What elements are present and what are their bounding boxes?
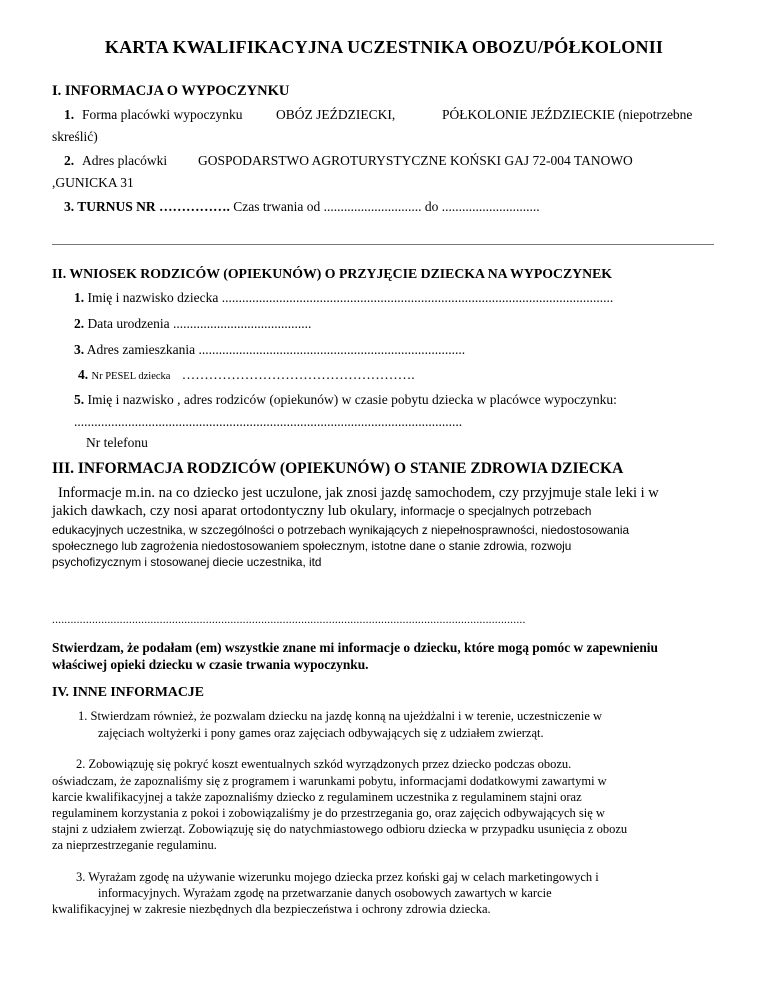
field-parents: 5. Imię i nazwisko , adres rodziców (opiekunów) w czasie pobytu dziecka w placówce wypoczynku: [74,392,617,407]
item-3-turnus [64,199,540,215]
consent-2-line-3: karcie kwalifikacyjnej a także zapoznaliśmy dziecko z regulaminem uczestnika z regulaminem stajni oraz [52,790,582,804]
consent-2-line-4: regulaminem korzystania z pokoi i zobowiązaliśmy je do przestrzegania go, oraz zajęcich odbywających się w [52,806,605,820]
item-1-label: Forma placówki wypoczynku [82,107,243,122]
section-2-heading: II. WNIOSEK RODZICÓW (OPIEKUNÓW) O PRZYJĘCIE DZIECKA NA WYPOCZYNEK [52,266,613,281]
consent-2-line-5: stajni z udziałem zwierząt. Zobowiązuję się do natychmiastowego odbioru dziecka w przypadku usunięcia z obozu [52,822,628,836]
section-4-heading: IV. INNE INFORMACJE [52,684,204,699]
consent-3-line-3: kwalifikacyjnej w zakresie niezbędnych dla bezpieczeństwa i ochrony zdrowia dziecka. [52,902,491,916]
health-info-line-3: edukacyjnych uczestnika, w szczególności o potrzebach wynikających z niepełnosprawności, niedostosowania [52,523,630,537]
consent-2-line-6: za nieprzestrzeganie regulaminu. [52,838,217,852]
turnus-label: 3. TURNUS NR ……………. [64,199,230,214]
item-2-value: GOSPODARSTWO AGROTURYSTYCZNE KOŃSKI GAJ 72-004 TANOWO [198,153,633,168]
consent-2-line-1: 2. Zobowiązuję się pokryć koszt ewentualnych szkód wyrządzonych przez dziecko podczas obozu. [76,757,572,771]
section-3-heading: III. INFORMACJA RODZICÓW (OPIEKUNÓW) O STANIE ZDROWIA DZIECKA [52,460,624,477]
consent-2-line-2: oświadczam, że zapoznaliśmy się z programem i warunkami pobytu, informacjami dodatkowymi zawartymi w [52,774,607,788]
statement-line-2: właściwej opieki dziecku w czasie trwania wypoczynku. [52,657,369,672]
section-divider [52,244,714,245]
health-info-line-1: Informacje m.in. na co dziecko jest uczulone, jak znosi jazdę samochodem, czy przyjmuje stale leki i w [58,485,659,501]
consent-3-line-1: 3. Wyrażam zgodę na używanie wizerunku mojego dziecka przez koński gaj w celach marketingowych i [76,870,599,884]
field-phone: Nr telefonu [86,435,148,450]
consent-1-line-2: zajęciach woltyżerki i pony games oraz zajęciach odbywających się z udziałem zwierząt. [98,726,544,740]
field-address: 3. Adres zamieszkania ............................................................................... [74,342,466,357]
field-pesel: 4. Nr PESEL dziecka ……………………………………………. [78,367,415,382]
item-1-num: 1. [64,107,75,122]
health-info-line-2: jakich dawkach, czy nosi aparat ortodontyczny lub okulary, informacje o specjalnych potrzebach [52,503,592,519]
field-parents-dots: ................................................................................................................... [74,414,463,429]
item-1-continuation: skreślić) [52,129,98,144]
consent-3-line-2: informacyjnych. Wyrażam zgodę na przetwarzanie danych osobowych zawartych w karcie [98,886,552,900]
health-info-dots: .......................................................................................................................................................... [52,614,526,626]
item-1-option-oboz: OBÓZ JEŹDZIECKI, [276,107,396,122]
item-1-option-polkolonie: PÓŁKOLONIE JEŹDZIECKIE (niepotrzebne [442,107,693,122]
statement-line-1: Stwierdzam, że podałam (em) wszystkie znane mi informacje o dziecku, które mogą pomóc w zapewnieniu [52,640,658,655]
section-1-heading: I. INFORMACJA O WYPOCZYNKU [52,83,290,99]
field-child-name: 1. Imię i nazwisko dziecka .................................................................................................................... [74,290,614,305]
document-title: KARTA KWALIFIKACYJNA UCZESTNIKA OBOZU/PÓŁKOLONII [104,37,664,57]
item-2-num: 2. [64,153,75,168]
duration-field: Czas trwania od ............................. do ............................. [233,199,540,214]
field-birth-date: 2. Data urodzenia ......................................... [74,316,312,331]
item-2-label: Adres placówki [82,153,168,168]
health-info-line-4: społecznego lub zagrożenia niedostosowaniem społecznym, istotne dane o stanie zdrowia, rozwoju [52,539,572,553]
consent-1-line-1: 1. Stwierdzam również, że pozwalam dziecku na jazdę konną na ujeżdżalni i w terenie, uczestniczenie w [78,709,603,723]
item-2-continuation: ,GUNICKA 31 [52,175,134,190]
health-info-line-5: psychofizycznym i stosowanej diecie uczestnika, itd [52,555,322,569]
